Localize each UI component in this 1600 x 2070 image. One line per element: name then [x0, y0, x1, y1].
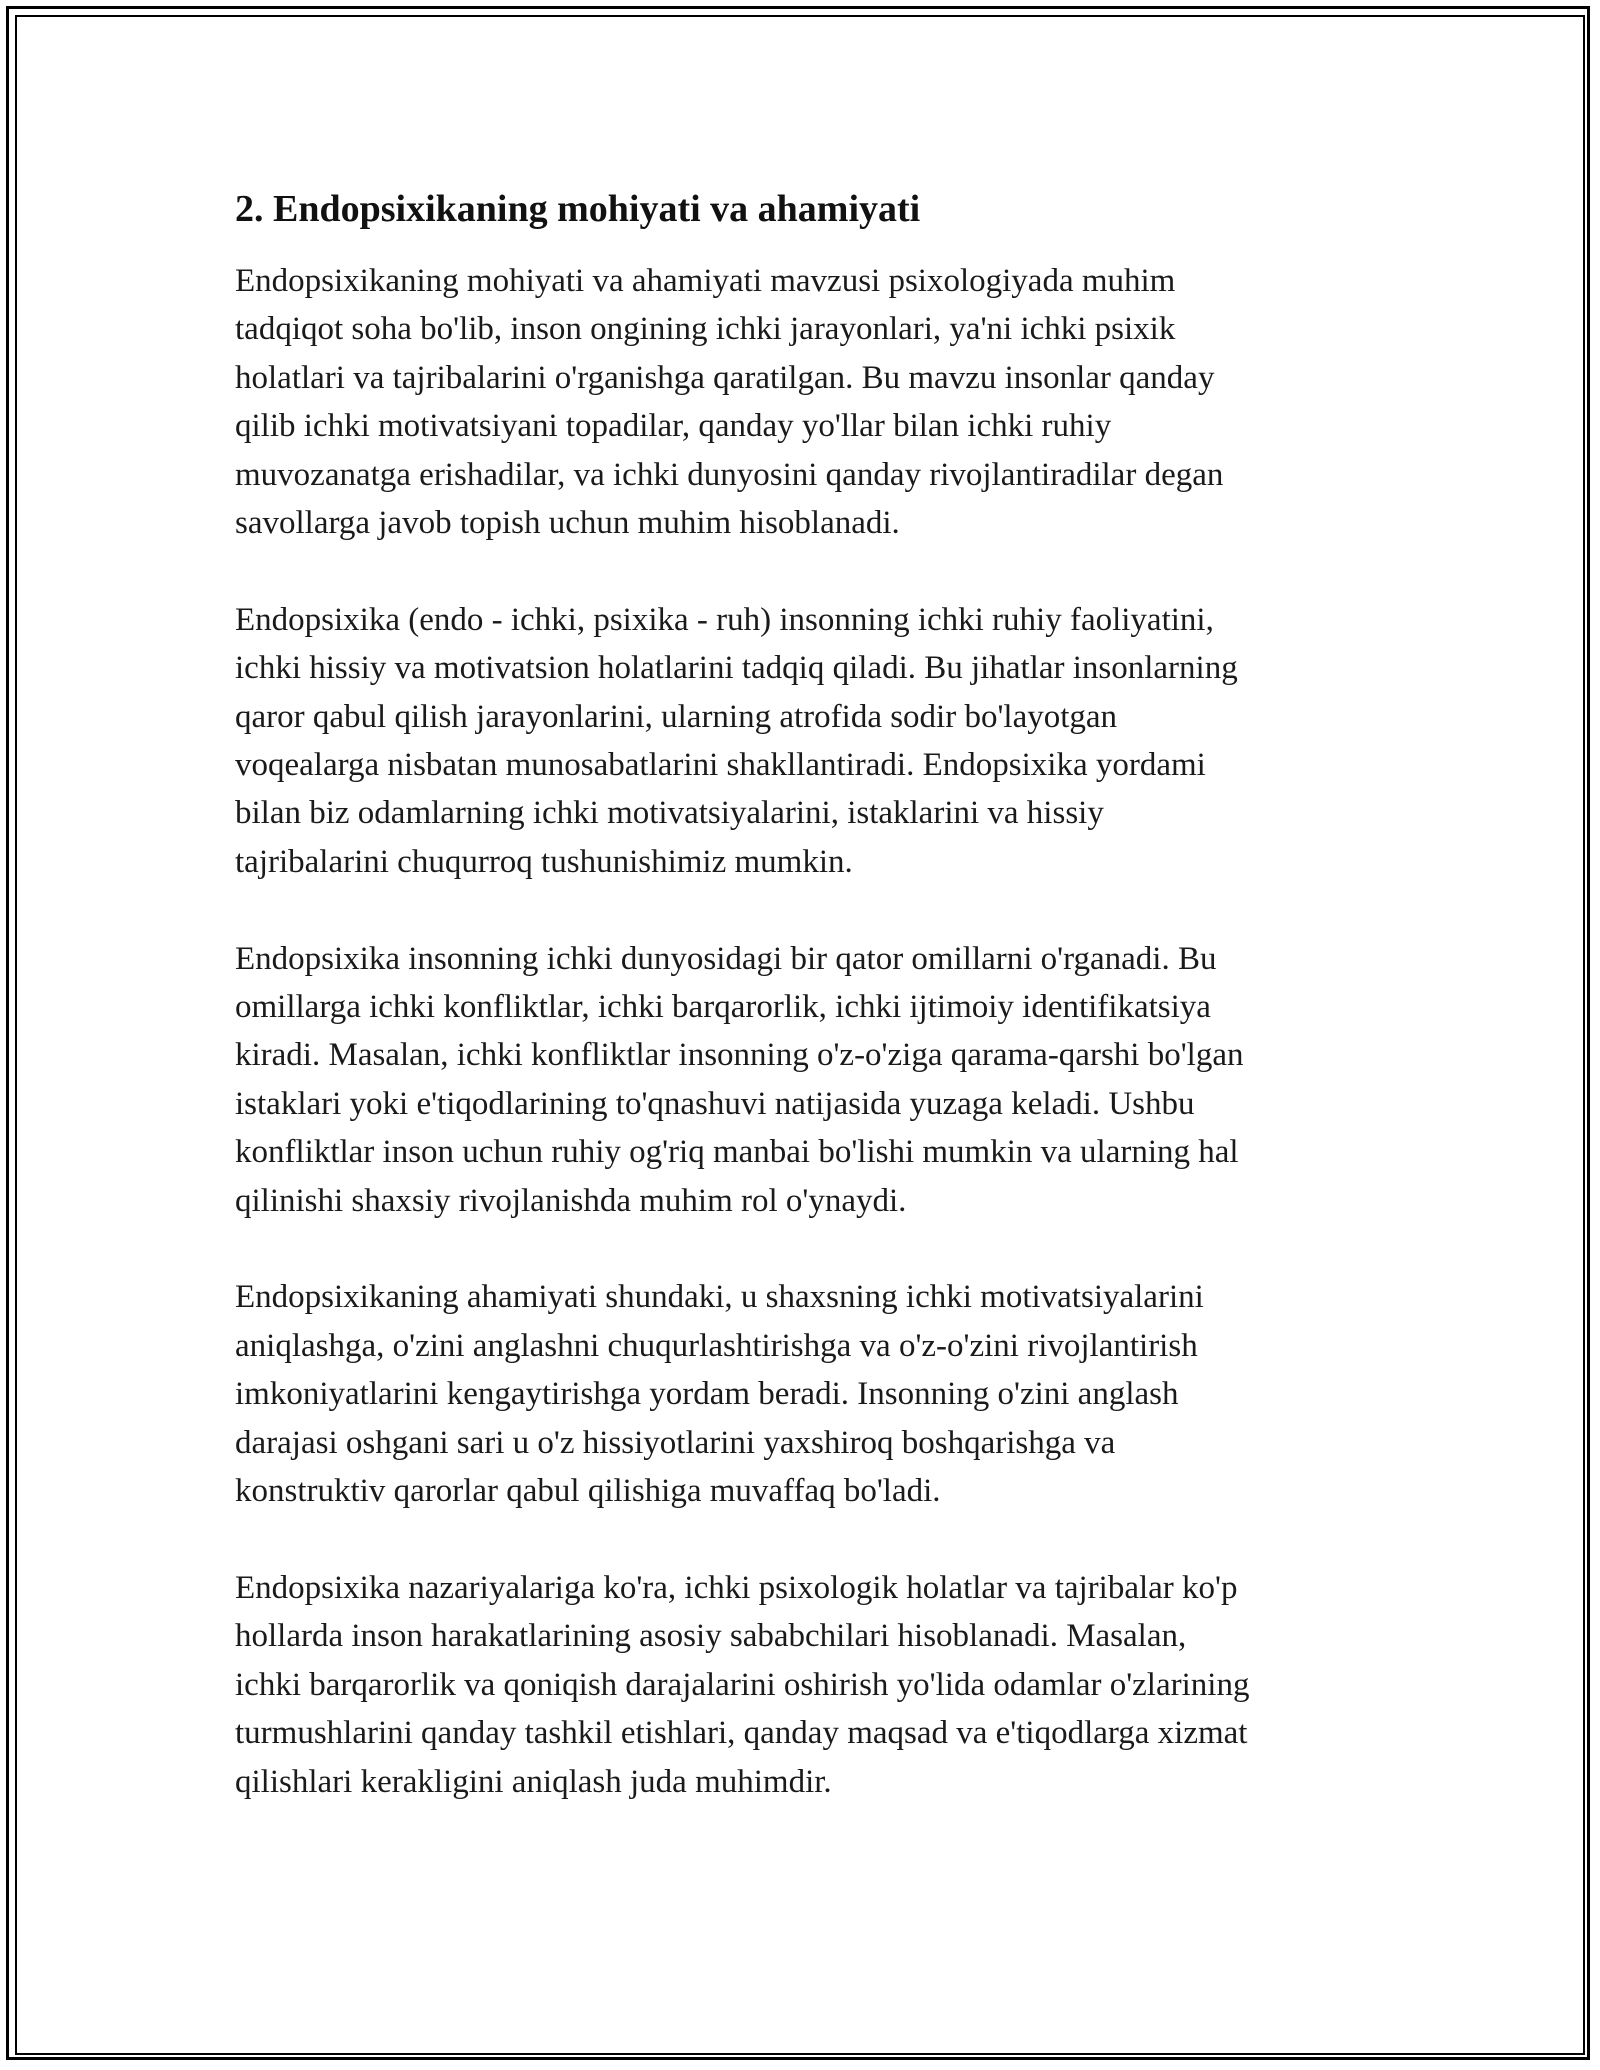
section-heading: 2. Endopsixikaning mohiyati va ahamiyati — [235, 188, 921, 230]
paragraph-3: Endopsixika insonning ichki dunyosidagi bir qator omillarni o'rganadi. Bu omillarga ichki konfliktlar, ichki barqarorlik, ichki ijtimoiy identifikatsiya kiradi. Masalan, ichki konfliktlar insonning o'z-o'ziga qarama-qarshi bo'lgan istaklari yoki e'tiqodlarining to'qnashuvi natijasida yuzaga keladi. Ushbu konfliktlar inson uchun ruhiy og'riq manbai bo'lishi mumkin va ularning hal qilinishi shaxsiy rivojlanishda muhim rol o'ynaydi. — [235, 940, 1244, 1219]
paragraph-1: Endopsixikaning mohiyati va ahamiyati mavzusi psixologiyada muhim tadqiqot soha bo'lib, inson ongining ichki jarayonlari, ya'ni ichki psixik holatlari va tajribalarini o'rganishga qaratilgan. Bu mavzu insonlar qanday qilib ichki motivatsiyani topadilar, qanday yo'llar bilan ichki ruhiy muvozanatga erishadilar, va ichki dunyosini qanday rivojlantiradilar degan savollarga javob topish uchun muhim hisoblanadi. — [235, 263, 1224, 542]
paragraph-4: Endopsixikaning ahamiyati shundaki, u shaxsning ichki motivatsiyalarini aniqlashga, o'zini anglashni chuqurlashtirishga va o'z-o'zini rivojlantirish imkoniyatlarini kengaytirishga yordam beradi. Insonning o'zini anglash darajasi oshgani sari u o'z hissiyotlarini yaxshiroq boshqarishga va konstruktiv qarorlar qabul qilishiga muvaffaq bo'ladi. — [235, 1279, 1204, 1510]
document-body — [235, 185, 1380, 1854]
paragraph-5: Endopsixika nazariyalariga ko'ra, ichki psixologik holatlar va tajribalar ko'p hollarda inson harakatlarining asosiy sababchilari hisoblanadi. Masalan, ichki barqarorlik va qoniqish darajalarini oshirish yo'lida odamlar o'zlarining turmushlarini qanday tashkil etishlari, qanday maqsad va e'tiqodlarga xizmat qilishlari kerakligini aniqlash juda muhimdir. — [235, 1569, 1250, 1800]
paragraph-2: Endopsixika (endo - ichki, psixika - ruh) insonning ichki ruhiy faoliyatini, ichki hissiy va motivatsion holatlarini tadqiq qiladi. Bu jihatlar insonlarning qaror qabul qilish jarayonlarini, ularning atrofida sodir bo'layotgan voqealarga nisbatan munosabatlarini shakllantiradi. Endopsixika yordami bilan biz odamlarning ichki motivatsiyalarini, istaklarini va hissiy tajribalarini chuqurroq tushunishimiz mumkin. — [235, 601, 1238, 880]
